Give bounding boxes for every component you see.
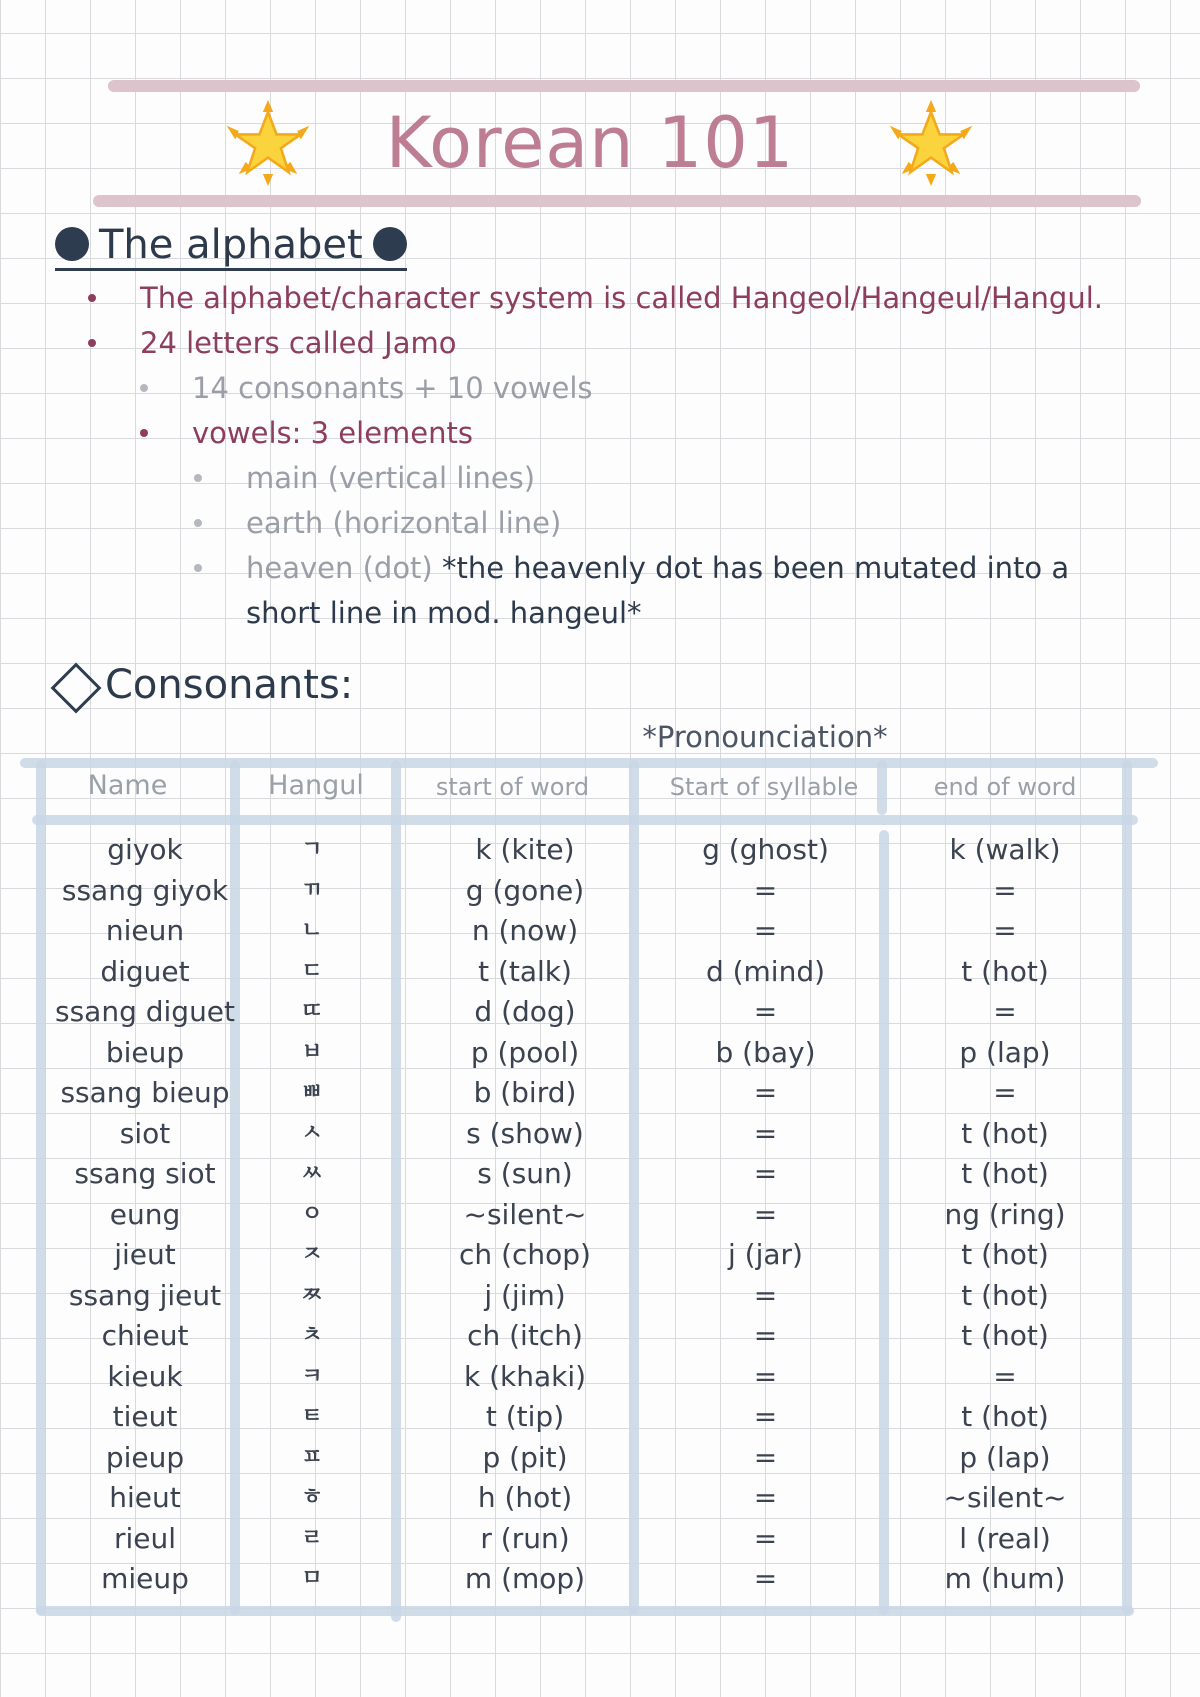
cell-name: siot (119, 1116, 171, 1150)
cell-end-of-word: = (993, 1076, 1017, 1109)
cell-start-of-word: t (talk) (478, 954, 572, 988)
cell-end-of-word: t (hot) (961, 1238, 1049, 1271)
cell-start-of-syllable: = (753, 1116, 778, 1150)
cell-name: mieup (101, 1562, 189, 1595)
list-item: 24 letters called Jamo (140, 323, 456, 363)
cell-start-of-syllable: g (ghost) (702, 833, 829, 866)
cell-start-of-word: h (hot) (477, 1481, 573, 1514)
alphabet-heading (55, 222, 407, 271)
cell-hangul: ㄹ (301, 1525, 323, 1551)
cell-start-of-word: k (kite) (475, 833, 575, 866)
bullet-dot-icon (373, 227, 407, 261)
cell-start-of-syllable: = (753, 1278, 778, 1312)
cell-start-of-syllable: b (bay) (715, 1035, 816, 1069)
cell-end-of-word: t (hot) (961, 1400, 1049, 1433)
table-header-line (32, 815, 1138, 825)
cell-hangul: ㄷ (301, 958, 323, 984)
list-item-continuation: short line in mod. hangeul* (246, 596, 642, 630)
cell-hangul: ㄴ (301, 918, 323, 943)
list-item: earth (horizontal line) (246, 503, 561, 543)
cell-start-of-syllable: = (753, 1197, 778, 1231)
cell-start-of-word: t (tip) (485, 1400, 565, 1433)
cell-hangul: ㅅ (301, 1120, 323, 1146)
column-header-name: Name (87, 770, 168, 801)
alphabet-heading-label: The alphabet (99, 222, 363, 268)
cell-end-of-word: = (993, 914, 1017, 947)
cell-name: ssang diguet (54, 995, 236, 1028)
cell-hangul: ㅊ (301, 1323, 323, 1348)
cell-name: ssang jieut (68, 1278, 222, 1312)
cell-start-of-word: s (sun) (477, 1157, 573, 1190)
cell-name: ssang bieup (60, 1076, 230, 1109)
cell-end-of-word: m (hum) (944, 1562, 1066, 1595)
list-item: 14 consonants + 10 vowels (192, 368, 593, 408)
column-header-start-of-word: start of word (435, 773, 590, 801)
cell-start-of-syllable: = (753, 1440, 778, 1474)
list-item: The alphabet/character system is called Hangeol/Hangeul/Hangul. (140, 278, 1103, 318)
cell-end-of-word: ng (ring) (944, 1197, 1066, 1231)
cell-start-of-word: j (jim) (484, 1278, 566, 1312)
cell-start-of-syllable: = (753, 995, 778, 1028)
bullet-icon (88, 339, 96, 347)
cell-start-of-syllable: d (mind) (705, 954, 826, 988)
star-icon (225, 100, 311, 186)
title-bottom-bar (93, 195, 1141, 207)
cell-start-of-syllable: = (753, 873, 778, 907)
cell-start-of-syllable: j (jar) (728, 1238, 803, 1271)
cell-start-of-word: n (now) (471, 914, 579, 947)
cell-start-of-word: ~silent~ (463, 1197, 587, 1231)
column-header-start-of-syllable: Start of syllable (669, 773, 859, 801)
page-title: Korean 101 (385, 102, 795, 184)
cell-hangul: ㅇ (301, 1201, 323, 1227)
cell-name: nieun (105, 914, 185, 947)
column-header-end-of-word: end of word (933, 773, 1077, 801)
cell-start-of-syllable: = (753, 1562, 778, 1595)
cell-start-of-syllable: = (753, 1076, 778, 1109)
cell-start-of-syllable: = (753, 1400, 778, 1433)
title-top-bar (108, 80, 1140, 92)
cell-end-of-word: t (hot) (961, 954, 1049, 988)
cell-start-of-syllable: = (753, 1481, 778, 1514)
table-column-line (36, 760, 46, 1615)
cell-hangul: ㅁ (301, 1566, 323, 1591)
column-header-hangul: Hangul (268, 770, 364, 801)
table-top-line (20, 758, 1158, 768)
cell-hangul: ㅍ (301, 1444, 323, 1470)
cell-name: eung (109, 1197, 181, 1231)
cell-start-of-syllable: = (753, 1359, 778, 1393)
cell-start-of-word: s (show) (466, 1116, 584, 1150)
cell-end-of-word: p (lap) (959, 1440, 1051, 1474)
cell-start-of-word: d (dog) (474, 995, 576, 1028)
cell-name: ssang siot (74, 1157, 216, 1190)
cell-name: ssang giyok (61, 873, 229, 907)
bullet-icon (194, 519, 202, 527)
cell-start-of-syllable: = (753, 1157, 778, 1190)
cell-end-of-word: = (993, 1359, 1017, 1393)
cell-name: chieut (101, 1319, 189, 1352)
cell-name: bieup (105, 1035, 185, 1069)
cell-end-of-word: p (lap) (959, 1035, 1051, 1069)
bullet-icon (140, 429, 148, 437)
cell-end-of-word: l (real) (959, 1521, 1051, 1555)
bullet-icon (88, 294, 96, 302)
bullet-icon (140, 384, 148, 392)
list-item: main (vertical lines) (246, 458, 535, 498)
list-item: vowels: 3 elements (192, 413, 473, 453)
cell-start-of-word: g (gone) (465, 873, 585, 907)
cell-hangul: ㄲ (301, 877, 323, 903)
cell-name: diguet (100, 954, 190, 988)
cell-end-of-word: = (993, 873, 1017, 907)
cell-start-of-word: m (mop) (464, 1562, 586, 1595)
cell-hangul: ㄱ (301, 837, 323, 862)
cell-end-of-word: ~silent~ (943, 1481, 1067, 1514)
cell-start-of-syllable: = (753, 914, 778, 947)
cell-end-of-word: t (hot) (961, 1319, 1049, 1352)
cell-hangul: ㅋ (301, 1363, 323, 1389)
cell-end-of-word: = (993, 995, 1017, 1028)
cell-start-of-word: ch (chop) (459, 1238, 591, 1271)
cell-name: tieut (112, 1400, 178, 1433)
cell-hangul: ㅌ (301, 1404, 323, 1429)
cell-end-of-word: t (hot) (961, 1116, 1049, 1150)
diamond-icon (51, 663, 102, 714)
table-column-line (391, 760, 401, 1622)
cell-end-of-word: t (hot) (961, 1157, 1049, 1190)
star-icon (888, 100, 974, 186)
cell-hangul: ㅂ (301, 1039, 323, 1065)
cell-hangul: ㅃ (301, 1080, 323, 1105)
cell-start-of-word: b (bird) (473, 1076, 577, 1109)
list-item: heaven (dot) *the heavenly dot has been mutated into a (246, 548, 1069, 588)
pronunciation-label: *Pronounciation* (642, 720, 888, 754)
bullet-icon (194, 474, 202, 482)
cell-name: giyok (107, 833, 183, 866)
cell-start-of-word: p (pit) (482, 1440, 568, 1474)
cell-hangul: ㅈ (301, 1242, 323, 1267)
cell-name: pieup (105, 1440, 185, 1474)
cell-start-of-syllable: = (753, 1521, 778, 1555)
cell-name: hieut (109, 1481, 181, 1514)
bullet-icon (194, 564, 202, 572)
table-bottom-line (36, 1606, 1134, 1616)
cell-hangul: ㅎ (301, 1485, 323, 1510)
bullet-dot-icon (55, 227, 89, 261)
cell-hangul: ㅆ (301, 1161, 323, 1186)
cell-end-of-word: t (hot) (961, 1278, 1049, 1312)
cell-name: rieul (113, 1521, 177, 1555)
cell-start-of-word: ch (itch) (467, 1319, 583, 1352)
table-column-line (1122, 760, 1132, 1615)
cell-start-of-word: p (pool) (470, 1035, 580, 1069)
cell-name: kieuk (107, 1359, 183, 1393)
cell-hangul: ㄸ (301, 999, 323, 1024)
cell-start-of-syllable: = (753, 1319, 778, 1352)
cell-start-of-word: k (khaki) (463, 1359, 587, 1393)
cell-name: jieut (114, 1238, 176, 1271)
cell-start-of-word: r (run) (480, 1521, 570, 1555)
cell-hangul: ㅉ (301, 1282, 323, 1308)
consonants-heading: Consonants: (105, 662, 354, 708)
cell-end-of-word: k (walk) (949, 833, 1061, 866)
